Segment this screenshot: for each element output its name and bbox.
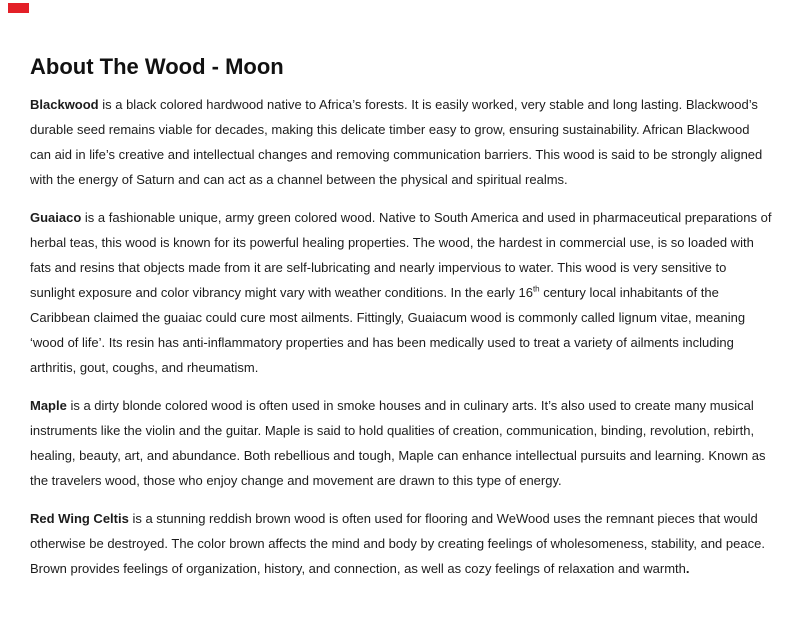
paragraph-guaiaco-text-after-superscript: century local inhabitants of the Caribbean claimed the guaiac could cure most ailments. Fittingly, Guaiacum wood is commonly called lignum vitae, meaning ‘wood of life’. Its resin has anti-inflammatory properties and has been medically used to treat a variety of ailments including arthritis, gout, coughs, and rheumatism.: [30, 285, 746, 375]
paragraph-guaiaco-lead: Guaiaco: [30, 210, 82, 225]
paragraph-blackwood-text: is a black colored hardwood native to Africa’s forests. It is easily worked, very stable and long lasting. Blackwood’s durable seed remains viable for decades, making this delicate timber easy to grow, ensuring sustainability. African Blackwood can aid in life’s creative and intellectual changes and removing communication barriers. This wood is said to be strongly aligned with the energy of Saturn and can act as a channel between the physical and spiritual realms.: [30, 97, 763, 187]
paragraph-blackwood-lead: Blackwood: [30, 97, 99, 112]
paragraph-red-wing-celtis-lead: Red Wing Celtis: [30, 511, 129, 526]
red-marker: [8, 3, 29, 13]
paragraph-red-wing-celtis-text: is a stunning reddish brown wood is often used for flooring and WeWood uses the remnant pieces that would otherwise be destroyed. The color brown affects the mind and body by creating feelings of wholesomeness, stability, and peace. Brown provides feelings of organization, history, and connection, as well as cozy feelings of relaxation and warmth: [30, 511, 765, 576]
paragraph-blackwood: [30, 92, 773, 192]
paragraph-red-wing-celtis-closing-period: .: [685, 561, 690, 576]
paragraph-guaiaco-text-before-superscript: is a fashionable unique, army green colored wood. Native to South America and used in pharmaceutical preparations of herbal teas, this wood is known for its powerful healing properties. The wood, the hardest in commercial use, is so loaded with fats and resins that objects made from it are self-lubricating and nearly impervious to water. This wood is very sensitive to sunlight exposure and color vibrancy might vary with weather conditions. In the early 16: [30, 210, 772, 300]
paragraph-maple-text: is a dirty blonde colored wood is often used in smoke houses and in culinary arts. It’s also used to create many musical instruments like the violin and the guitar. Maple is said to hold qualities of creation, communication, binding, revolution, rebirth, healing, beauty, art, and abundance. Both rebellious and tough, Maple can enhance intellectual pursuits and learning. Known as the travelers wood, those who enjoy change and movement are drawn to this type of energy.: [30, 398, 766, 488]
paragraph-guaiaco: [30, 205, 773, 380]
page-title: About The Wood - Moon: [30, 54, 284, 79]
paragraph-maple: [30, 393, 773, 493]
document-content: [30, 55, 773, 581]
ordinal-superscript: th: [532, 284, 540, 294]
paragraph-red-wing-celtis: [30, 506, 773, 581]
paragraph-maple-lead: Maple: [30, 398, 67, 413]
